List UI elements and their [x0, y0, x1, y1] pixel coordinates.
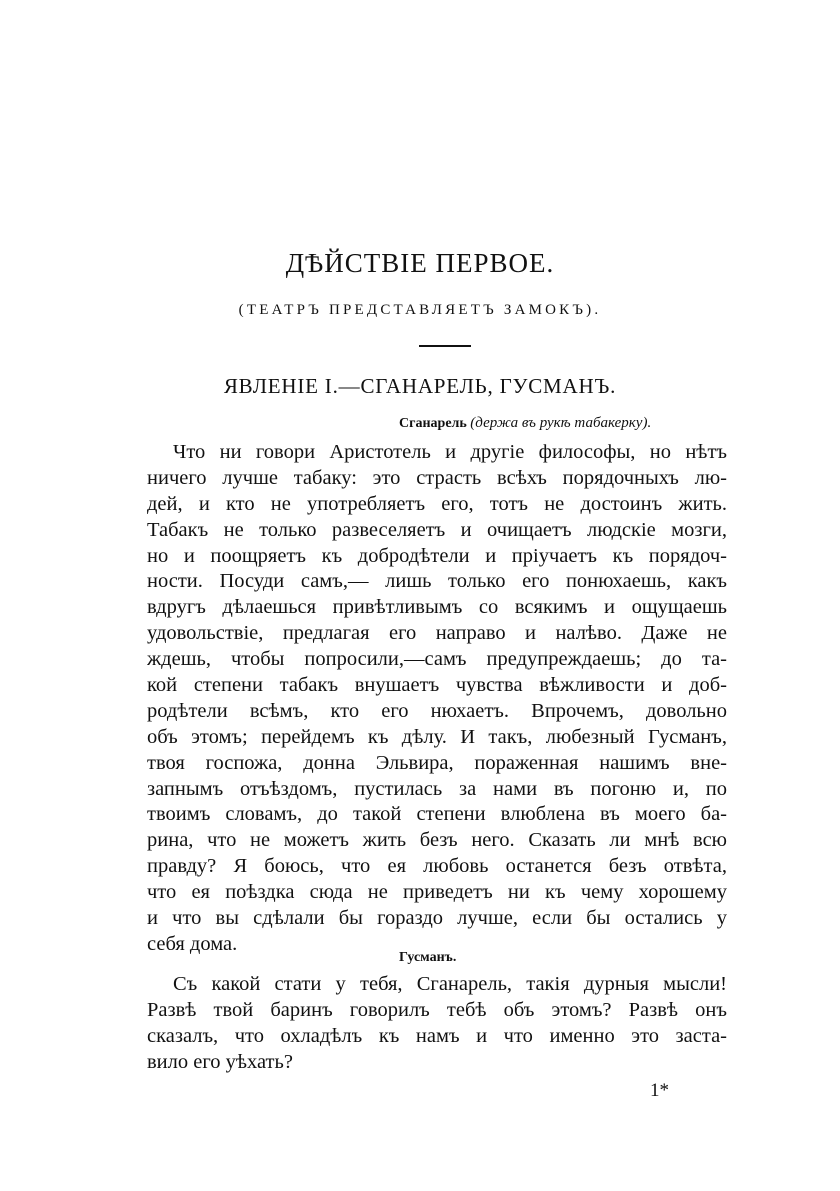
scene-title: ЯВЛЕНІЕ I.—СГАНАРЕЛЬ, ГУСМАНЪ. [223, 374, 617, 398]
text-line: твоимъ словамъ, до такой степени влюблена въ моего ба- [147, 803, 727, 826]
text-line: ждешь, чтобы попросили,—самъ предупреждаешь; до та- [147, 648, 727, 671]
speaker-sganarel [399, 414, 651, 433]
text-line: дей, и кто не употребляетъ его, тотъ не достоинъ жить. [147, 492, 727, 515]
text-line: объ этомъ; перейдемъ къ дѣлу. И такъ, любезный Гусманъ, [147, 725, 727, 748]
speaker-gusman [399, 949, 456, 967]
text-line: Что ни говори Аристотель и другіе философы, но нѣтъ [173, 441, 727, 463]
text-line: кой степени табакъ внушаетъ чувства вѣжливости и доб- [147, 674, 727, 697]
text-line: ничего лучше табаку: это страсть всѣхъ порядочныхъ лю- [147, 466, 727, 489]
speaker-name: Гусманъ. [399, 950, 457, 965]
text-line: сказалъ, что охладѣлъ къ намъ и что именно это заста- [147, 1024, 727, 1047]
act-title: ДѢЙСТВІЕ ПЕРВОЕ. [285, 248, 555, 278]
text-line: ности. Посуди самъ,— лишь только его понюхаешь, какъ [147, 570, 727, 593]
text-line: твоя госпожа, донна Эльвира, пораженная нашимъ вне- [147, 751, 727, 774]
text-line: себя дома. [147, 932, 238, 955]
text-line: и что вы сдѣлали бы гораздо лучше, если бы остались у [147, 907, 727, 930]
text-line: удовольствіе, предлагая его направо и налѣво. Даже не [147, 622, 727, 645]
text-line: вило его уѣхать? [147, 1050, 293, 1073]
text-line: Съ какой стати у тебя, Сганарель, такія дурныя мысли! [173, 973, 727, 995]
text-line: но и поощряетъ къ добродѣтели и пріучаетъ къ порядоч- [147, 544, 727, 567]
text-line: вдругъ дѣлаешься привѣтливымъ со всякимъ и ощущаешь [147, 596, 727, 619]
text-line: родѣтели всѣмъ, кто его нюхаетъ. Впрочемъ, довольно [147, 699, 727, 722]
separator-rule [419, 345, 471, 347]
text-line: Развѣ твой баринъ говорилъ тебѣ объ этомъ? Развѣ онъ [147, 998, 727, 1021]
signature-mark: 1* [650, 1080, 669, 1101]
text-line: рина, что не можетъ жить безъ него. Сказать ли мнѣ всю [147, 829, 727, 852]
speech-sganarel [147, 440, 727, 958]
text-line: запнымъ отъѣздомъ, пустилась за нами въ погоню и, по [147, 777, 727, 800]
text-line: правду? Я боюсь, что ея любовь останется безъ отвѣта, [147, 855, 727, 878]
stage-setting: (ТЕАТРЪ ПРЕДСТАВЛЯЕТЪ ЗАМОКЪ). [238, 302, 602, 318]
speaker-name: Сганарель [399, 416, 467, 431]
text-line: что ея поѣздка сюда не приведетъ ни къ чему хорошему [147, 881, 727, 904]
speech-gusman [147, 972, 727, 1076]
text-line: Табакъ не только развеселяетъ и очищаетъ людскіе мозги, [147, 518, 727, 541]
stage-direction: (держа въ рукѣ табакерку). [470, 415, 652, 431]
